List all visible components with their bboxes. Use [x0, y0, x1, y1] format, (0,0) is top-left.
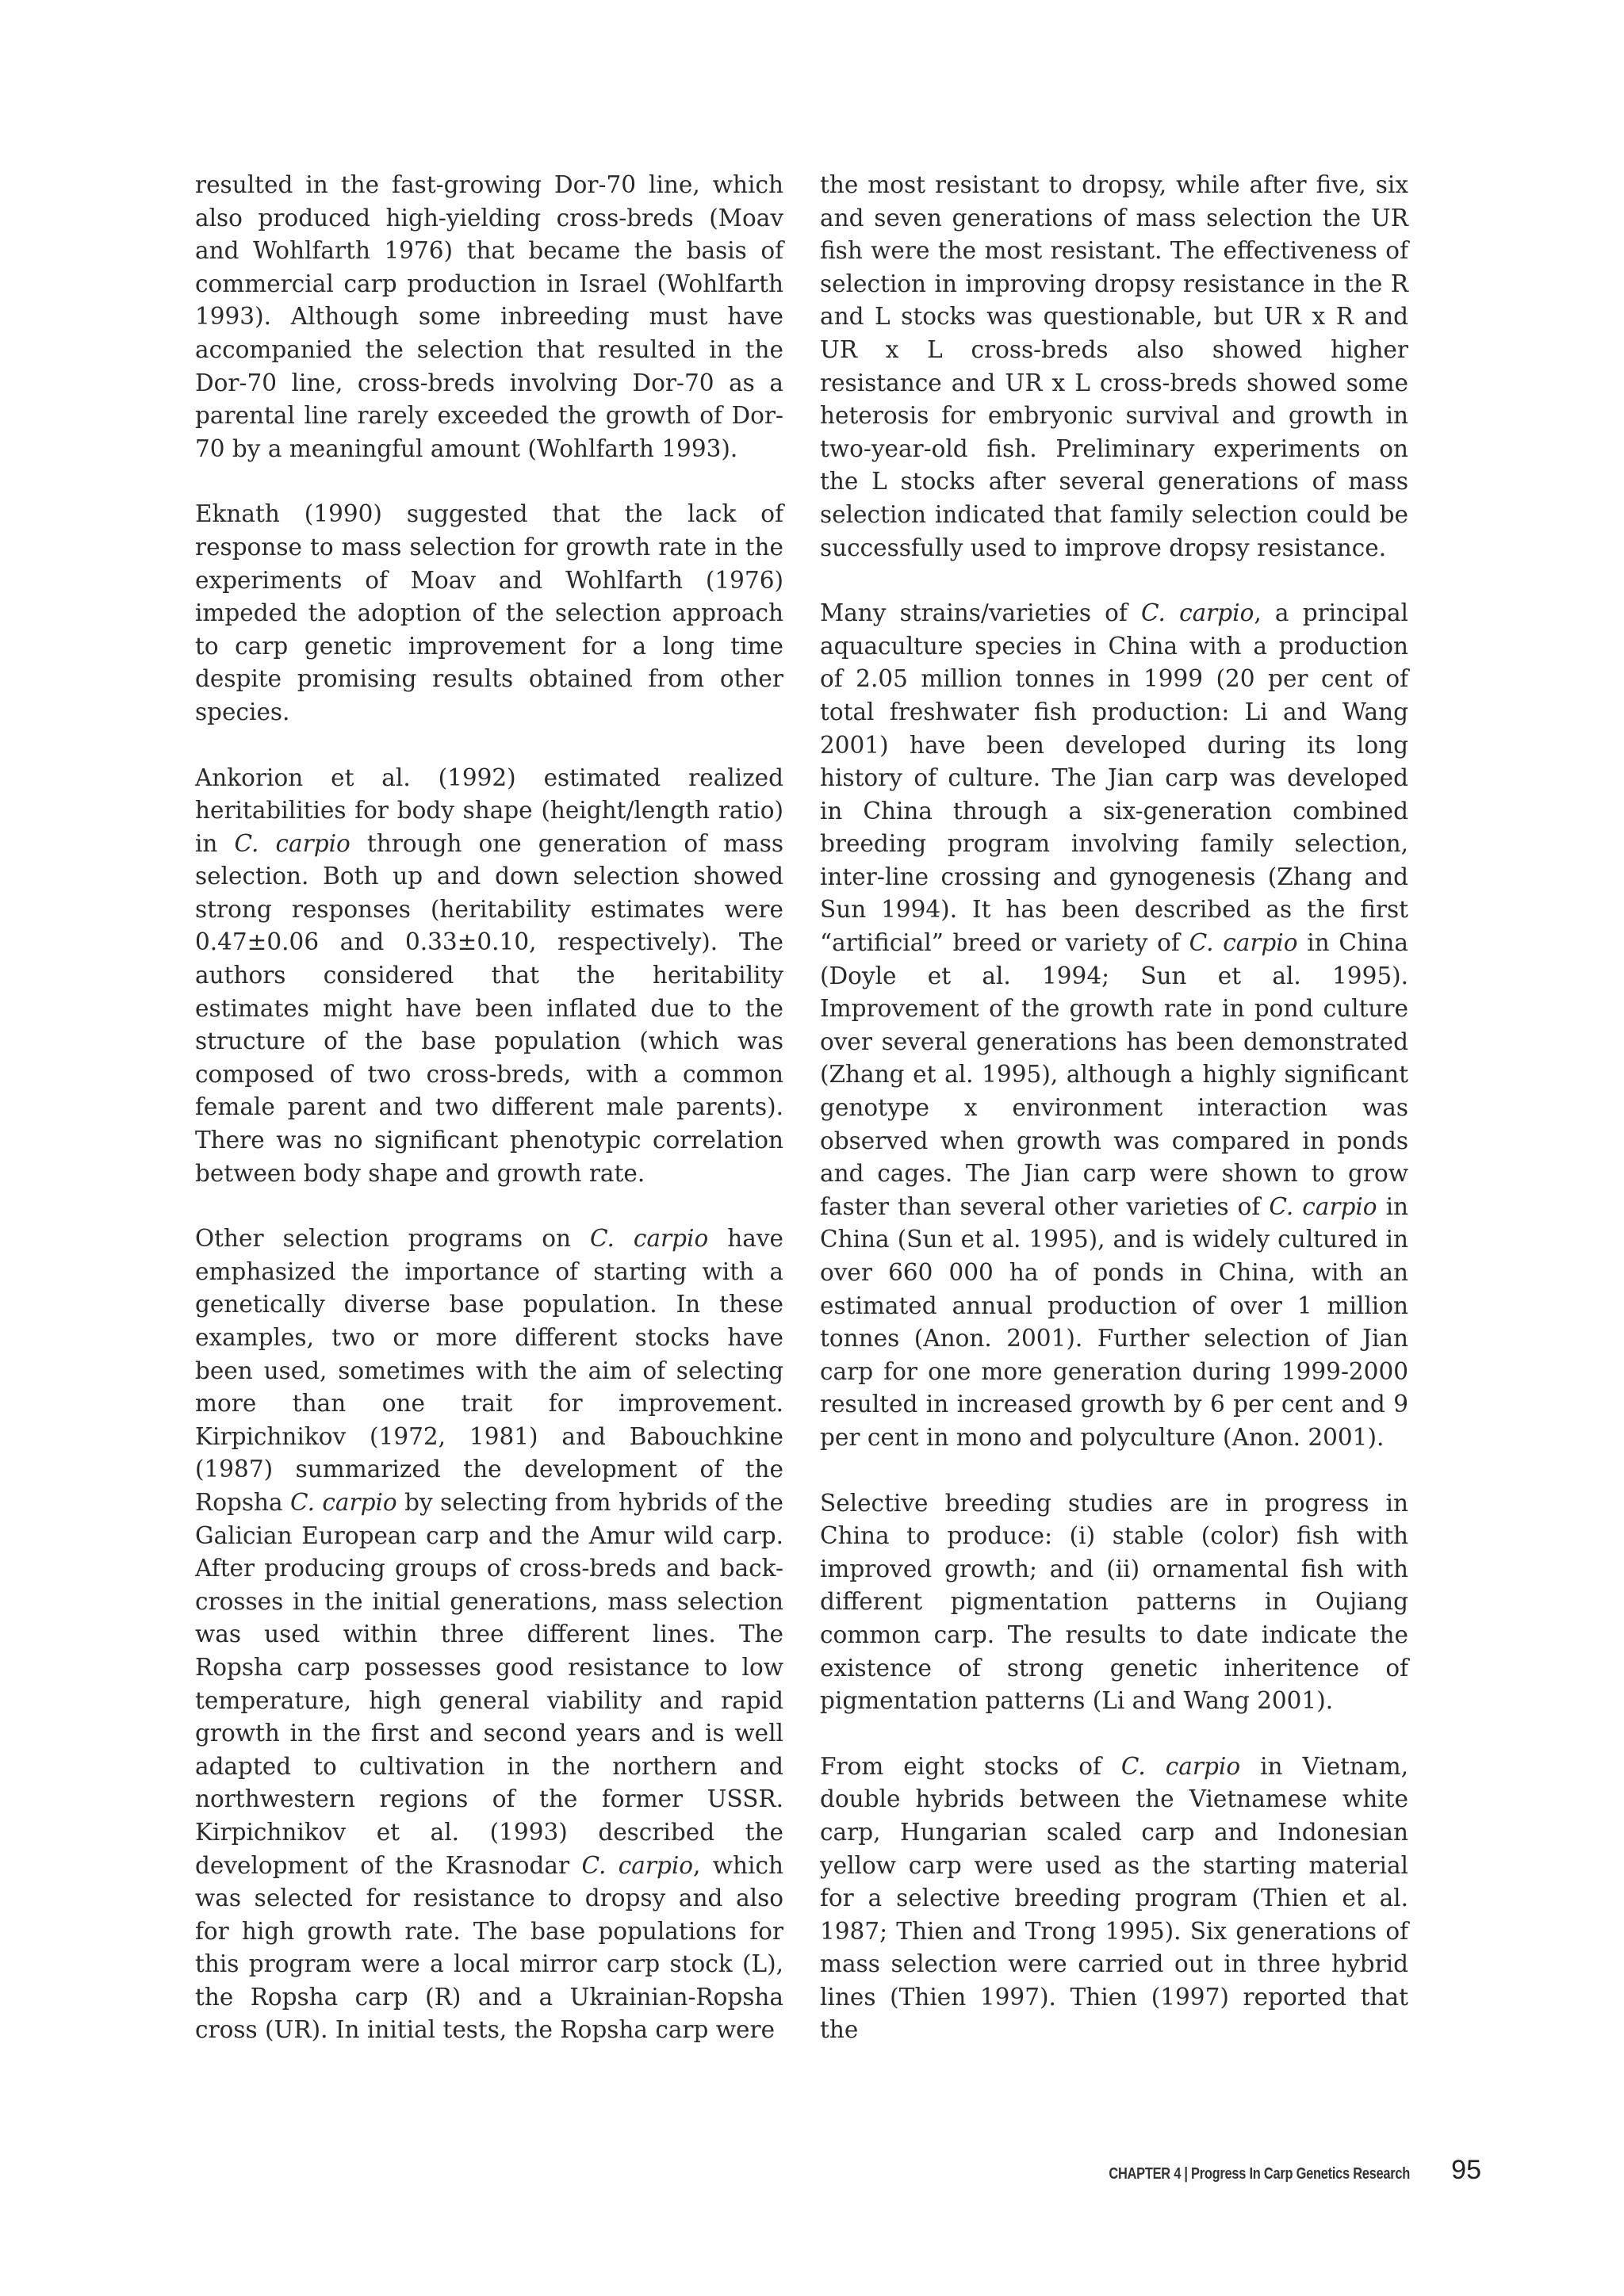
- page-footer: [1043, 2155, 1481, 2186]
- paragraph: From eight stocks of C. carpio in Vietnam, double hybrids between the Vietnamese white carp, Hungarian scaled carp and Indonesian yellow carp were used as the starting material for a selective breeding program (Thien et al. 1987; Thien and Trong 1995). Six generations of mass selection were carried out in three hybrid lines (Thien 1997). Thien (1997) reported that the: [820, 1752, 1408, 2044]
- paragraph: Many strains/varieties of C. carpio, a principal aquaculture species in China with a production of 2.05 million tonnes in 1999 (20 per cent of total freshwater fish production: Li and Wang 2001) have been developed during its long history of culture. The Jian carp was developed in China through a six-generation combined breeding program involving family selection, inter-line crossing and gynogenesis (Zhang and Sun 1994). It has been described as the first “artificial” breed or variety of C. carpio in China (Doyle et al. 1994; Sun et al. 1995). Improvement of the growth rate in pond culture over several generations has been demonstrated (Zhang et al. 1995), although a highly significant genotype x environment interaction was observed when growth was compared in ponds and cages. The Jian carp were shown to grow faster than several other varieties of C. carpio in China (Sun et al. 1995), and is widely cultured in over 660 000 ha of ponds in China, with an estimated annual production of over 1 million tonnes (Anon. 2001). Further selection of Jian carp for one more generation during 1999-2000 resulted in increased growth by 6 per cent and 9 per cent in mono and polyculture (Anon. 2001).: [820, 599, 1409, 1451]
- right-column: [820, 169, 1408, 2080]
- left-column: [195, 169, 783, 2080]
- paragraph: Eknath (1990) suggested that the lack of response to mass selection for growth rate in the experiments of Moav and Wohlfarth (1976) impeded the adoption of the selection approach to carp genetic improvement for a long time despite promising results obtained from other species.: [195, 500, 783, 725]
- running-head: CHAPTER 4 | Progress In Carp Genetics Research: [1109, 2165, 1411, 2183]
- paragraph: resulted in the fast-growing Dor-70 line, which also produced high-yielding cross-breds (Moav and Wohlfarth 1976) that became the basis of commercial carp production in Israel (Wohlfarth 1993). Although some inbreeding must have accompanied the selection that resulted in the Dor-70 line, cross-breds involving Dor-70 as a parental line rarely exceeded the growth of Dor-70 by a meaningful amount (Wohlfarth 1993).: [195, 171, 783, 462]
- page-number: 95: [1451, 2155, 1481, 2185]
- paragraph: the most resistant to dropsy, while after five, six and seven generations of mass selection the UR fish were the most resistant. The effectiveness of selection in improving dropsy resistance in the R and L stocks was questionable, but UR x R and UR x L cross-breds also showed higher resistance and UR x L cross-breds showed some heterosis for embryonic survival and growth in two-year-old fish. Preliminary experiments on the L stocks after several generations of mass selection indicated that family selection could be successfully used to improve dropsy resistance.: [820, 171, 1408, 561]
- paragraph: Other selection programs on C. carpio have emphasized the importance of starting with a genetically diverse base population. In these examples, two or more different stocks have been used, sometimes with the aim of selecting more than one trait for improvement. Kirpichnikov (1972, 1981) and Babouchkine (1987) summarized the development of the Ropsha C. carpio by selecting from hybrids of the Galician European carp and the Amur wild carp. After producing groups of cross-breds and back-crosses in the initial generations, mass selection was used within three different lines. The Ropsha carp possesses good resistance to low temperature, high general viability and rapid growth in the first and second years and is well adapted to cultivation in the northern and northwestern regions of the former USSR. Kirpichnikov et al. (1993) described the development of the Krasnodar C. carpio, which was selected for resistance to dropsy and also for high growth rate. The base populations for this program were a local mirror carp stock (L), the Ropsha carp (R) and a Ukrainian-Ropsha cross (UR). In initial tests, the Ropsha carp were: [195, 1225, 783, 2044]
- paragraph: Ankorion et al. (1992) estimated realized heritabilities for body shape (height/length ratio) in C. carpio through one generation of mass selection. Both up and down selection showed strong responses (heritability estimates were 0.47±0.06 and 0.33±0.10, respectively). The authors considered that the heritability estimates might have been inflated due to the structure of the base population (which was composed of two cross-breds, with a common female parent and two different male parents). There was no significant phenotypic correlation between body shape and growth rate.: [195, 763, 783, 1187]
- paragraph: Selective breeding studies are in progress in China to produce: (i) stable (color) fish with improved growth; and (ii) ornamental fish with different pigmentation patterns in Oujiang common carp. The results to date indicate the existence of strong genetic inheritence of pigmentation patterns (Li and Wang 2001).: [820, 1489, 1408, 1715]
